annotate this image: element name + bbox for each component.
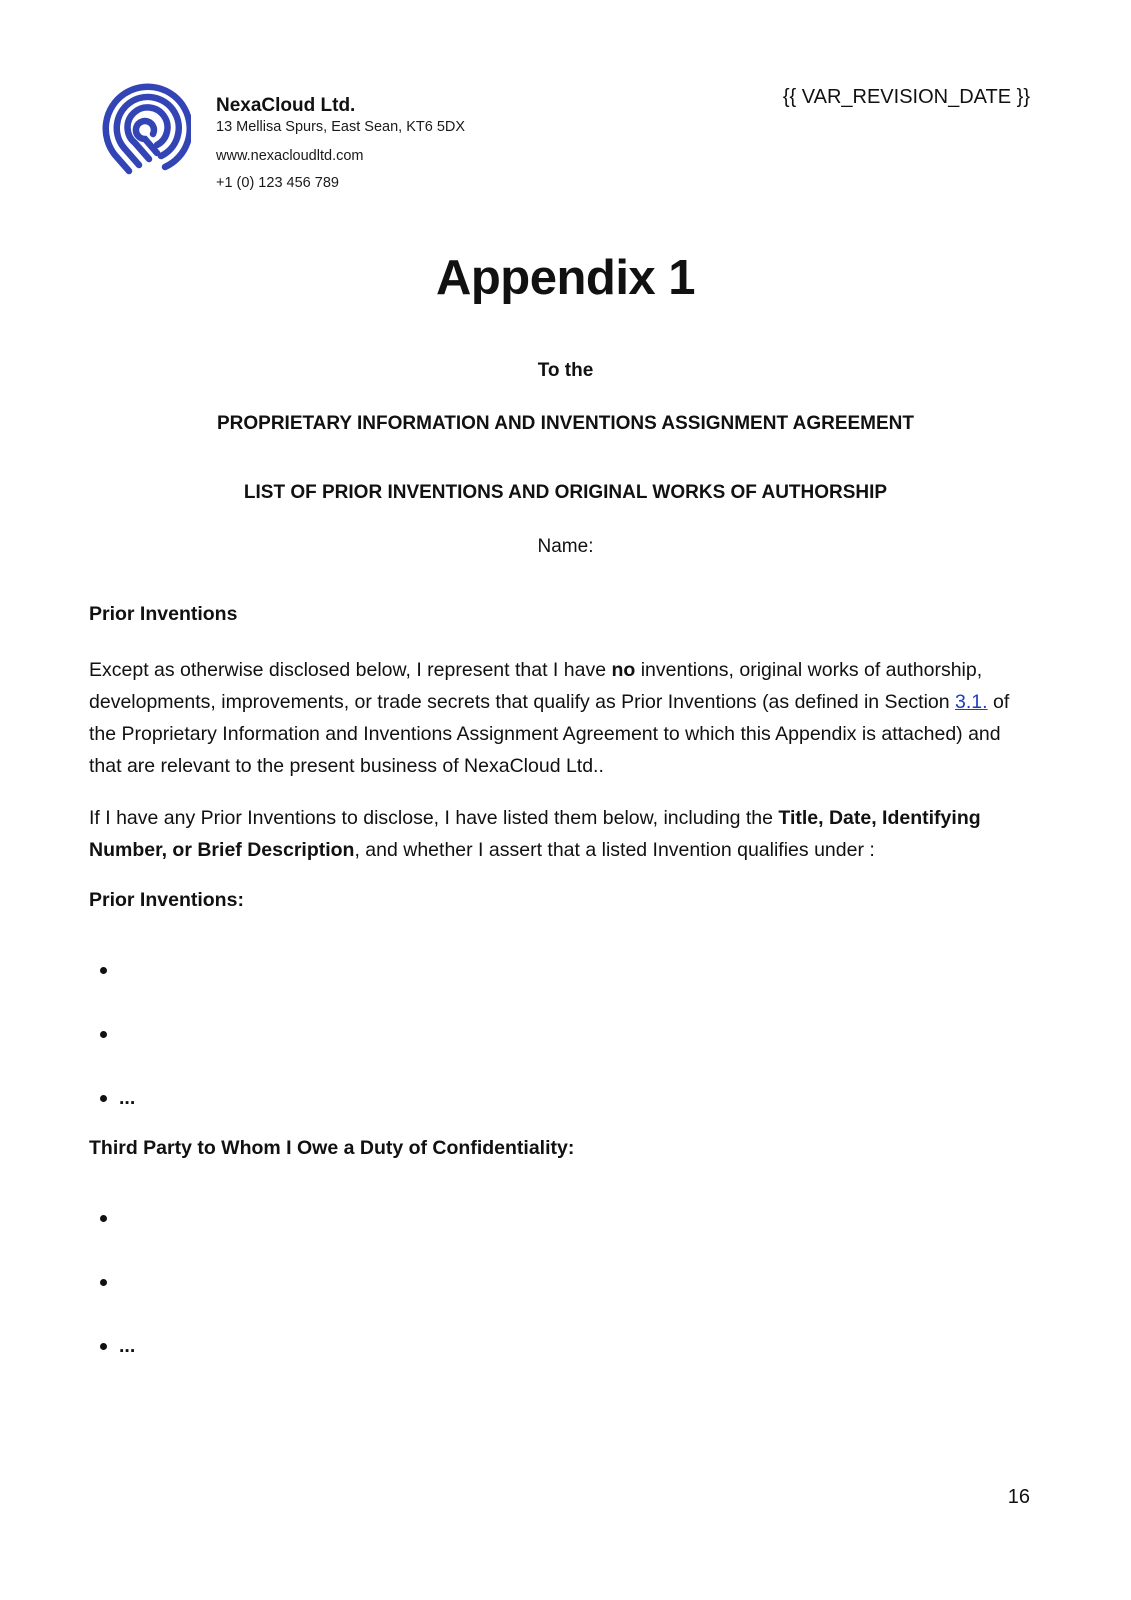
company-address: 13 Mellisa Spurs, East Sean, KT6 5DX — [216, 119, 466, 135]
para-text: Except as otherwise disclosed below, I represent that I have — [89, 659, 612, 681]
list-item — [89, 956, 1034, 1020]
revision-date-placeholder: {{ VAR_REVISION_DATE }} — [782, 86, 1030, 108]
third-party-list — [89, 1204, 1034, 1396]
prior-inventions-heading: Prior Inventions — [89, 603, 238, 625]
company-logo — [99, 79, 191, 179]
company-name: NexaCloud Ltd. — [216, 95, 356, 116]
company-phone: +1 (0) 123 456 789 — [216, 175, 339, 191]
bullet-icon — [100, 967, 107, 974]
list-item — [89, 1204, 1034, 1268]
to-the-label: To the — [537, 360, 594, 381]
third-party-heading: Third Party to Whom I Owe a Duty of Confidentiality: — [89, 1137, 575, 1159]
bullet-icon — [100, 1215, 107, 1222]
name-label: Name: — [537, 536, 594, 557]
bullet-icon — [100, 1279, 107, 1286]
disclosure-paragraph — [89, 802, 1034, 866]
page-title: Appendix 1 — [435, 251, 696, 305]
nexacloud-logo-icon — [99, 79, 191, 179]
list-item — [89, 1332, 1034, 1396]
prior-inventions-list-heading: Prior Inventions: — [89, 889, 244, 911]
representation-paragraph — [89, 654, 1034, 782]
para-text: , and whether I assert that a listed Invention qualifies under : — [354, 839, 875, 861]
bullet-icon — [100, 1095, 107, 1102]
list-item-text: ... — [119, 1087, 136, 1109]
document-body — [89, 600, 1034, 1396]
company-website[interactable]: www.nexacloudltd.com — [216, 148, 364, 164]
page-number: 16 — [1007, 1486, 1030, 1508]
list-title: LIST OF PRIOR INVENTIONS AND ORIGINAL WORKS OF AUTHORSHIP — [243, 482, 888, 503]
para-bold-fields: Title, Date, Identifying Number, or Brief Description — [89, 807, 981, 861]
list-item — [89, 1268, 1034, 1332]
list-item — [89, 1084, 1034, 1134]
agreement-title: PROPRIETARY INFORMATION AND INVENTIONS ASSIGNMENT AGREEMENT — [216, 413, 915, 434]
para-text: inventions, original works of authorship, developments, improvements, or trade secrets that qualify as Prior Inventions (as defined in Section — [89, 659, 983, 713]
bullet-icon — [100, 1031, 107, 1038]
para-bold-no: no — [611, 659, 636, 681]
prior-inventions-list — [89, 956, 1034, 1134]
para-text: of the Proprietary Information and Inventions Assignment Agreement to which this Appendix is attached) and that are relevant to the present business of NexaCloud Ltd.. — [89, 691, 1010, 777]
section-reference-link[interactable]: 3.1. — [955, 691, 988, 713]
list-item — [89, 1020, 1034, 1084]
para-text: If I have any Prior Inventions to disclose, I have listed them below, including the — [89, 807, 779, 829]
list-item-text: ... — [119, 1335, 136, 1357]
bullet-icon — [100, 1343, 107, 1350]
company-info — [216, 94, 465, 192]
